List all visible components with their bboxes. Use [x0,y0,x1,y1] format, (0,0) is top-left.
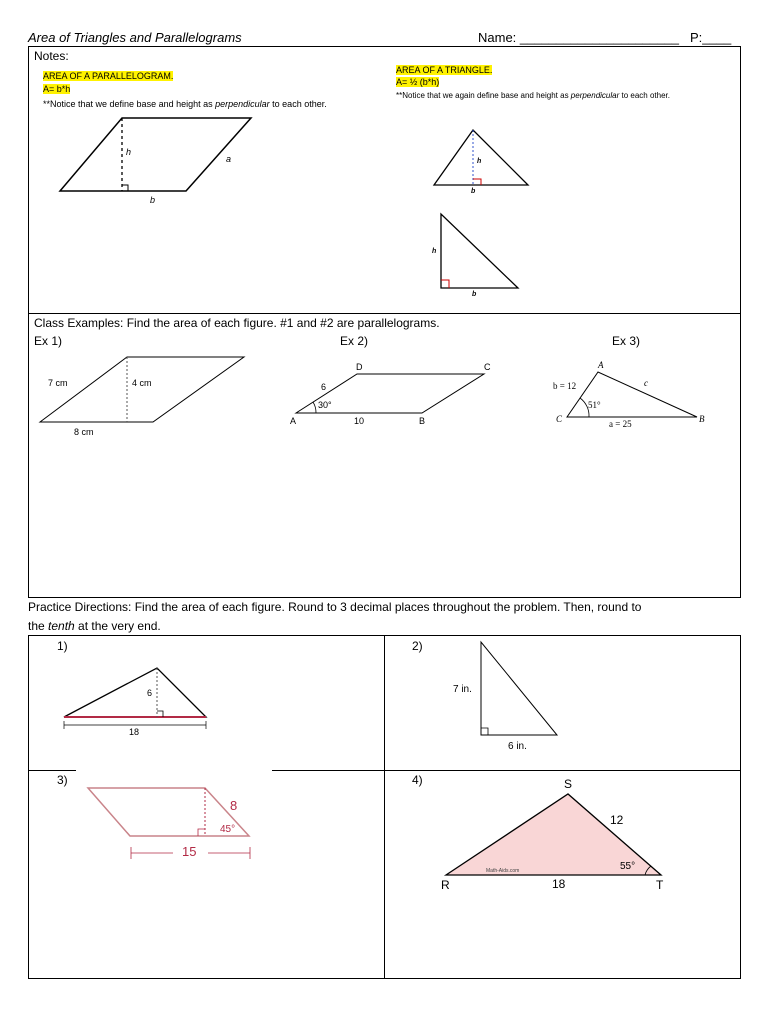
notes-right-tri-b-label: b [472,291,477,298]
p1-base-label: 18 [129,727,140,737]
ex3-vertex-a: A [598,360,604,370]
ex2-vertex-a: A [290,416,297,426]
notes-right-triangle-figure [441,214,518,288]
ex2-vertex-c: C [484,362,491,372]
ex3-side-b-label: b = 12 [553,381,577,391]
period-field-label: P:____ [690,30,732,45]
notice-text: **Notice that we again define base and height as [396,91,571,100]
notes-para-h-label: h [126,147,132,157]
p4-vertex-s: S [564,777,573,791]
ex3-vertex-b: B [699,414,705,424]
ex2-base-label: 10 [354,416,365,426]
notice-text: **Notice that we define base and height as [43,99,216,109]
ex1-label: Ex 1) [34,334,63,348]
p3-side-label: 8 [230,798,238,813]
p2-height-label: 7 in. [453,684,472,695]
practice-3-label: 3) [57,773,68,787]
practice-4-label: 4) [412,773,423,787]
ex3-side-c-label: c [644,378,648,388]
ex3-label: Ex 3) [612,334,641,348]
p3-angle-label: 45° [220,824,236,835]
ex1-parallelogram-figure [40,357,244,422]
practice1-triangle-figure [64,668,206,729]
triangle-area-formula: A= ½ (b*h) [396,77,440,87]
notes-para-b-label: b [150,195,156,205]
ex1-height-label: 4 cm [132,378,152,388]
notice-italic: perpendicular [570,91,620,100]
ex2-vertex-d: D [356,362,363,372]
notice-text-end: to each other. [269,99,327,109]
worksheet-title: Area of Triangles and Parallelograms [28,30,242,45]
notes-right-tri-h-label: h [432,248,437,255]
notice-text-end: to each other. [619,91,670,100]
ex2-label: Ex 2) [340,334,369,348]
p4-angle-label: 55° [620,861,636,872]
ex2-side-label: 6 [321,382,327,392]
ex1-base-label: 8 cm [74,427,94,437]
notes-para-a-label: a [226,154,232,164]
notes-tri-h-label: h [477,158,482,165]
parallelogram-area-formula: A= b*h [43,84,71,94]
practice-1-label: 1) [57,639,68,653]
ex3-angle-label: 51° [588,400,601,410]
ex3-side-a-label: a = 25 [609,419,632,429]
directions-text-end: at the very end. [74,619,161,633]
triangle-area-title: AREA OF A TRIANGLE. [396,65,493,75]
name-field-label: Name: ______________________ [478,30,679,45]
p4-watermark: Math-Aids.com [486,868,520,874]
parallelogram-area-title: AREA OF A PARALLELOGRAM. [43,71,174,81]
p1-height-label: 6 [147,688,153,698]
ex3-triangle-figure [567,372,697,417]
directions-text: the [28,619,49,633]
p4-vertex-r: R [441,878,450,892]
p3-base-label: 15 [182,844,197,859]
ex3-vertex-c: C [556,414,563,424]
practice2-triangle-figure [481,642,557,735]
directions-italic: tenth [48,619,75,633]
ex2-angle-label: 30° [318,400,332,410]
practice-directions-line1: Practice Directions: Find the area of each figure. Round to 3 decimal places throughout the problem. Then, round to [28,600,642,614]
notes-parallelogram-figure [60,118,251,191]
ex1-side-label: 7 cm [48,378,68,388]
p4-base-label: 18 [552,877,566,891]
ex2-vertex-b: B [419,416,426,426]
notes-heading: Notes: [34,49,69,63]
p2-base-label: 6 in. [508,741,527,752]
notice-italic: perpendicular [215,99,270,109]
notes-tri-b-label: b [471,188,476,195]
p4-side-label: 12 [610,813,624,827]
class-examples-heading: Class Examples: Find the area of each figure. #1 and #2 are parallelograms. [34,316,440,330]
practice-2-label: 2) [412,639,423,653]
p4-vertex-t: T [656,878,664,892]
